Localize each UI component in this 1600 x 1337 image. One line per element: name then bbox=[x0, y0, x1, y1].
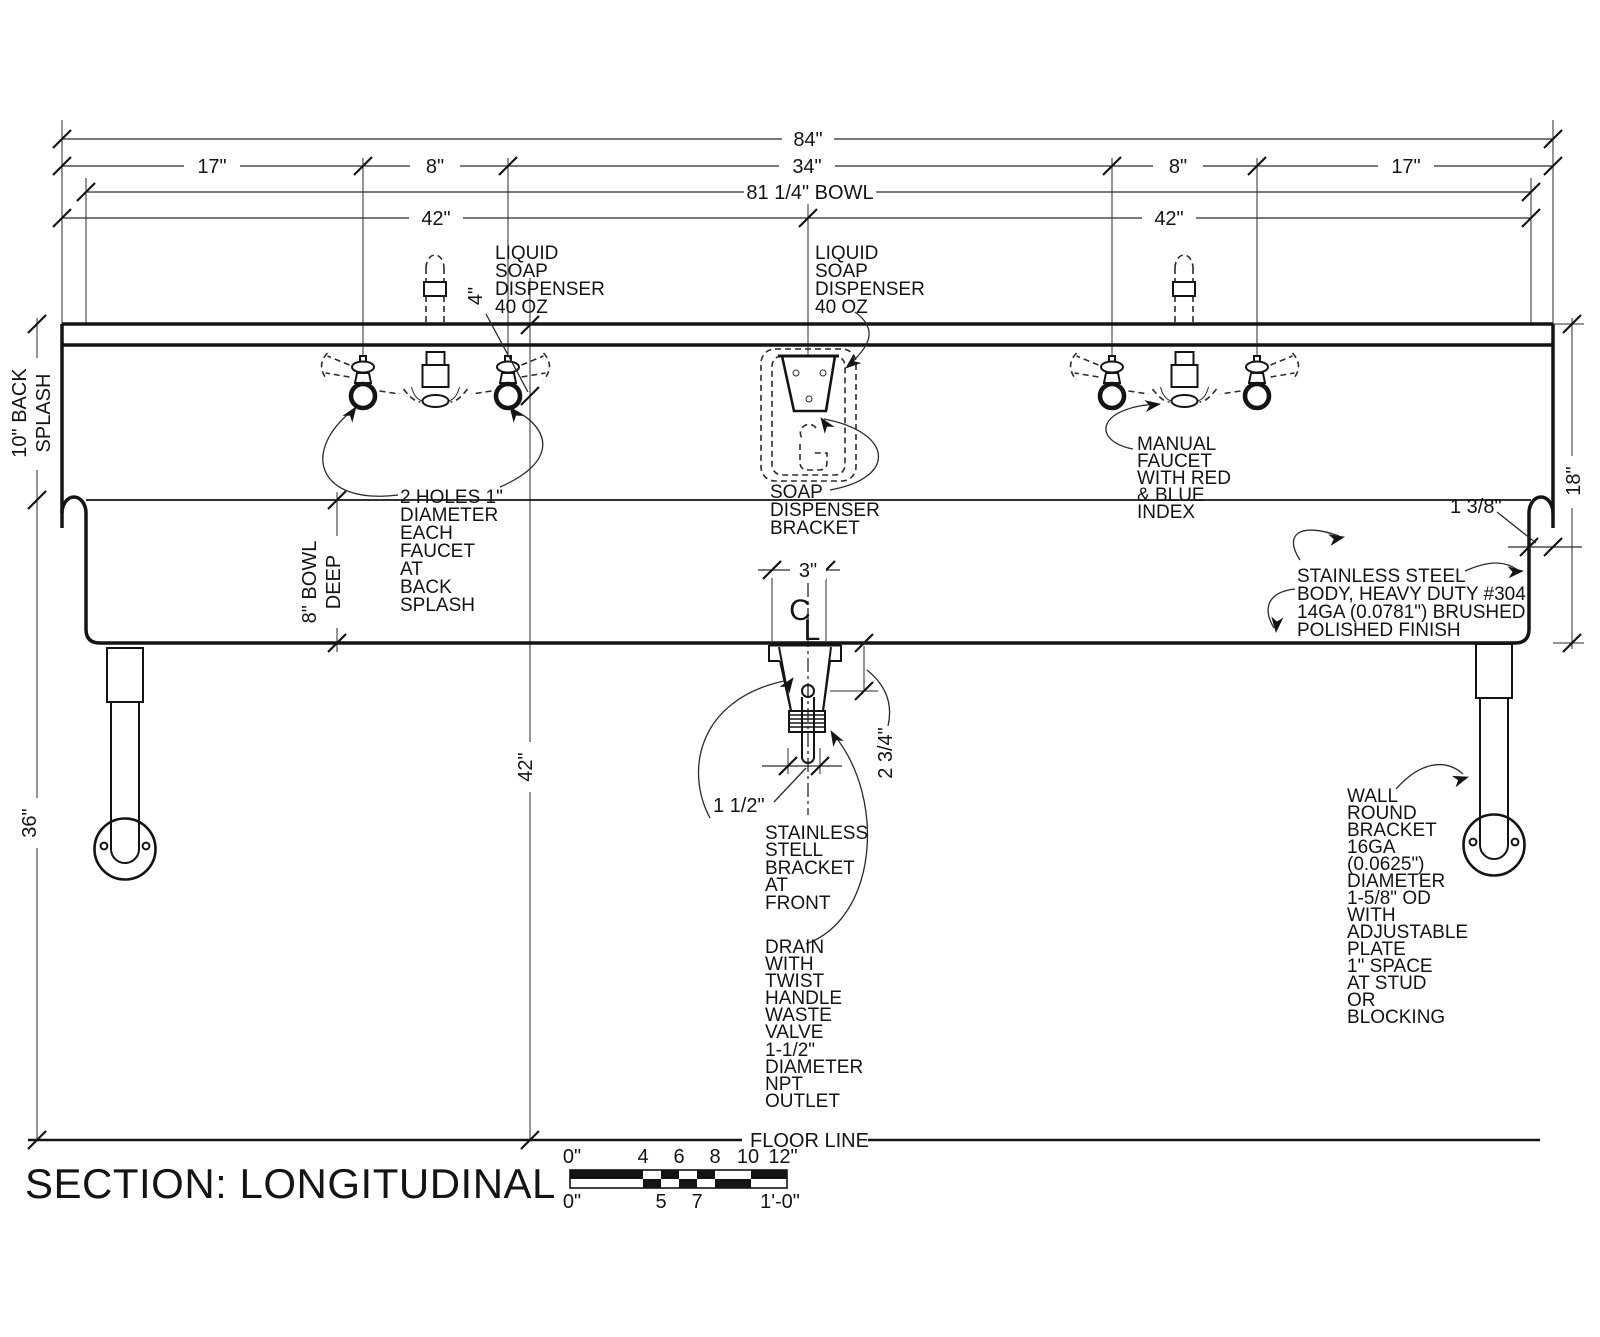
svg-text:STAINLESS STEEL: STAINLESS STEEL bbox=[1297, 566, 1466, 587]
svg-text:0": 0" bbox=[562, 1191, 582, 1213]
scale-bar bbox=[570, 1170, 787, 1188]
svg-text:LIQUID: LIQUID bbox=[495, 243, 559, 264]
svg-text:DIAMETER: DIAMETER bbox=[765, 1057, 864, 1078]
svg-text:BRACKET: BRACKET bbox=[770, 518, 860, 539]
note-steel-body bbox=[1297, 566, 1526, 641]
right-soap-dispenser bbox=[1173, 255, 1195, 323]
svg-text:AT STUD: AT STUD bbox=[1347, 973, 1427, 994]
left-soap-dispenser bbox=[424, 255, 446, 323]
dim-drain-3: 3" bbox=[798, 560, 818, 582]
dim-42-vertical: 42" bbox=[515, 752, 537, 782]
svg-text:BRACKET: BRACKET bbox=[765, 858, 855, 879]
right-leg bbox=[1464, 644, 1525, 876]
svg-text:WITH RED: WITH RED bbox=[1137, 468, 1231, 489]
dimension-lines bbox=[62, 139, 1582, 766]
dim-bowl-deep-1: 8" BOWL bbox=[299, 540, 321, 624]
svg-text:INDEX: INDEX bbox=[1137, 502, 1196, 523]
dim-left-42: 42" bbox=[421, 208, 451, 230]
svg-text:L: L bbox=[803, 614, 821, 647]
dim-right-42: 42" bbox=[1154, 208, 1184, 230]
dim-2-3-4: 2 3/4" bbox=[875, 727, 897, 779]
svg-text:SPLASH: SPLASH bbox=[400, 595, 475, 616]
dim-back-splash-2: SPLASH bbox=[33, 373, 55, 453]
svg-text:POLISHED FINISH: POLISHED FINISH bbox=[1297, 620, 1461, 641]
dim-bowl-deep-2: DEEP bbox=[323, 554, 345, 610]
svg-text:WASTE: WASTE bbox=[765, 1005, 832, 1026]
centerline-symbol bbox=[789, 594, 820, 647]
svg-text:WALL: WALL bbox=[1347, 786, 1399, 807]
svg-text:SOAP: SOAP bbox=[770, 482, 823, 503]
dim-left-8: 8" bbox=[425, 156, 445, 178]
page-title: SECTION: LONGITUDINAL bbox=[25, 1160, 556, 1207]
dim-center-34: 34" bbox=[792, 156, 822, 178]
svg-text:ADJUSTABLE: ADJUSTABLE bbox=[1347, 922, 1469, 943]
svg-text:BLOCKING: BLOCKING bbox=[1347, 1007, 1446, 1028]
dim-18: 18" bbox=[1563, 466, 1585, 496]
svg-text:40 OZ: 40 OZ bbox=[495, 297, 548, 318]
svg-text:8: 8 bbox=[709, 1146, 721, 1168]
note-manual-faucet bbox=[1137, 434, 1231, 523]
svg-text:40 OZ: 40 OZ bbox=[815, 297, 868, 318]
text-layer bbox=[9, 129, 1585, 1213]
dim-drain-1-1-2: 1 1/2" bbox=[713, 795, 765, 817]
left-faucet bbox=[322, 352, 550, 408]
svg-text:AT: AT bbox=[400, 559, 423, 580]
dim-right-8: 8" bbox=[1168, 156, 1188, 178]
svg-text:ROUND: ROUND bbox=[1347, 803, 1417, 824]
svg-text:WITH: WITH bbox=[1347, 905, 1396, 926]
svg-text:DIAMETER: DIAMETER bbox=[400, 505, 499, 526]
center-soap-dispenser bbox=[761, 349, 856, 481]
svg-text:FRONT: FRONT bbox=[765, 893, 831, 914]
dim-right-17: 17" bbox=[1391, 156, 1421, 178]
note-liquid-soap-center bbox=[815, 243, 925, 318]
svg-text:C: C bbox=[789, 594, 811, 627]
svg-text:EACH: EACH bbox=[400, 523, 453, 544]
svg-text:BACK: BACK bbox=[400, 577, 452, 598]
svg-text:FAUCET: FAUCET bbox=[1137, 451, 1212, 472]
note-wall-bracket bbox=[1347, 786, 1468, 1028]
svg-text:FAUCET: FAUCET bbox=[400, 541, 475, 562]
svg-text:DISPENSER: DISPENSER bbox=[770, 500, 880, 521]
dim-4: 4" bbox=[465, 286, 487, 306]
svg-text:1-5/8" OD: 1-5/8" OD bbox=[1347, 888, 1431, 909]
svg-text:DISPENSER: DISPENSER bbox=[815, 279, 925, 300]
svg-text:DIAMETER: DIAMETER bbox=[1347, 871, 1446, 892]
svg-text:(0.0625"): (0.0625") bbox=[1347, 854, 1425, 875]
svg-text:WITH: WITH bbox=[765, 954, 814, 975]
note-drain bbox=[765, 937, 863, 1112]
svg-text:1'-0": 1'-0" bbox=[760, 1191, 800, 1213]
dim-bowl-width: 81 1/4" BOWL bbox=[746, 182, 874, 204]
dim-roll-1-3-8: 1 3/8" bbox=[1450, 496, 1502, 518]
note-soap-bracket bbox=[770, 482, 880, 539]
dim-36: 36" bbox=[19, 808, 41, 838]
svg-text:16GA: 16GA bbox=[1347, 837, 1396, 858]
svg-text:BRACKET: BRACKET bbox=[1347, 820, 1437, 841]
svg-text:STELL: STELL bbox=[765, 840, 824, 861]
svg-text:DISPENSER: DISPENSER bbox=[495, 279, 605, 300]
note-two-holes bbox=[400, 487, 503, 616]
left-leg bbox=[95, 648, 156, 880]
svg-text:4: 4 bbox=[637, 1146, 649, 1168]
svg-text:AT: AT bbox=[765, 875, 788, 896]
svg-text:6: 6 bbox=[673, 1146, 685, 1168]
svg-text:7: 7 bbox=[691, 1191, 703, 1213]
svg-text:10: 10 bbox=[736, 1146, 760, 1168]
svg-text:& BLUE: & BLUE bbox=[1137, 485, 1205, 506]
svg-text:MANUAL: MANUAL bbox=[1137, 434, 1217, 455]
svg-text:OR: OR bbox=[1347, 990, 1376, 1011]
svg-text:2 HOLES 1": 2 HOLES 1" bbox=[400, 487, 503, 508]
svg-text:TWIST: TWIST bbox=[765, 971, 825, 992]
svg-text:BODY, HEAVY DUTY #304: BODY, HEAVY DUTY #304 bbox=[1297, 584, 1526, 605]
svg-text:5: 5 bbox=[655, 1191, 667, 1213]
svg-text:14GA (0.0781") BRUSHED: 14GA (0.0781") BRUSHED bbox=[1297, 602, 1526, 623]
svg-text:0": 0" bbox=[562, 1146, 582, 1168]
svg-text:12": 12" bbox=[768, 1146, 798, 1168]
svg-text:SOAP: SOAP bbox=[495, 261, 548, 282]
floor-line-label: FLOOR LINE bbox=[750, 1130, 869, 1152]
svg-text:1-1/2": 1-1/2" bbox=[765, 1040, 816, 1061]
svg-text:SOAP: SOAP bbox=[815, 261, 868, 282]
dim-left-17: 17" bbox=[197, 156, 227, 178]
right-faucet bbox=[1071, 352, 1299, 408]
svg-text:1" SPACE: 1" SPACE bbox=[1347, 956, 1433, 977]
svg-text:LIQUID: LIQUID bbox=[815, 243, 879, 264]
dim-overall: 84" bbox=[793, 129, 823, 151]
svg-text:PLATE: PLATE bbox=[1347, 939, 1406, 960]
svg-text:NPT: NPT bbox=[765, 1074, 803, 1095]
dim-back-splash-1: 10" BACK bbox=[9, 368, 31, 458]
svg-text:STAINLESS: STAINLESS bbox=[765, 823, 869, 844]
svg-text:DRAIN: DRAIN bbox=[765, 937, 825, 958]
svg-text:OUTLET: OUTLET bbox=[765, 1091, 840, 1112]
svg-text:HANDLE: HANDLE bbox=[765, 988, 843, 1009]
note-liquid-soap-left bbox=[495, 243, 605, 318]
svg-text:VALVE: VALVE bbox=[765, 1022, 824, 1043]
